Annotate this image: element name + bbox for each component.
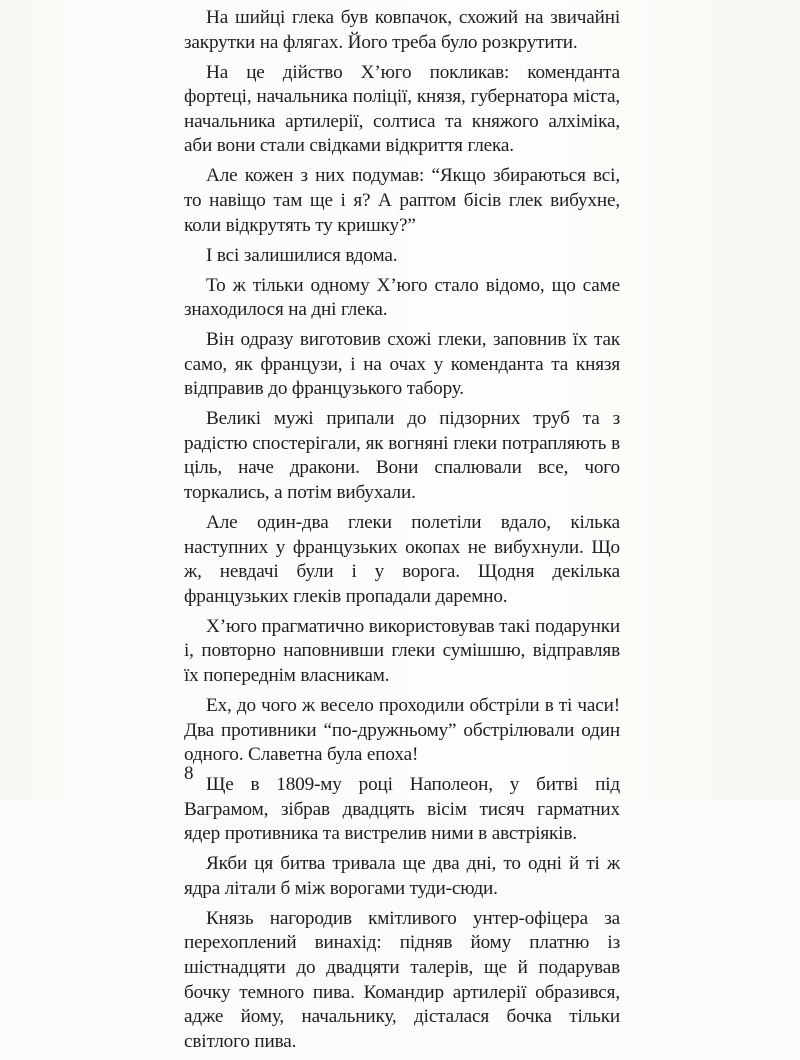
paragraph: Ще в 1809-му році Наполеон, у битві під Ваграмом, зібрав двадцять вісім тисяч гарматних ядер противника та вистрелив ними в австріяків. [184, 774, 620, 845]
paragraph: І всі залишилися вдома. [206, 244, 398, 266]
paragraph: На це дійство Х’юго покликав: коменданта фортеці, начальника поліції, князя, губернатора міста, начальника артилерії, солтиса та княжого алхіміка, аби вони стали свідками відкриття глека. [184, 61, 620, 157]
paragraph: Але один-два глеки полетіли вдало, кілька наступних у французьких окопах не вибухнули. Що ж, невдачі були і у ворога. Щодня декілька французьких глеків пропадали даремно. [184, 512, 620, 607]
page-number: 8 [184, 763, 194, 784]
paragraph: Ех, до чого ж весело проходили обстріли в ті часи! Два противники “по-дружньому” обстрілювали один одного. Славетна була епоха! [184, 694, 620, 766]
body-text [184, 6, 620, 1060]
paragraph: На шийці глека був ковпачок, схожий на звичайні закрутки на флягах. Його треба було розкрутити. [184, 7, 620, 53]
paragraph: Х’юго прагматично використовував такі подарунки і, повторно наповнивши глеки сумішшю, відправляв їх попереднім власникам. [184, 615, 620, 686]
paragraph: Якби ця битва тривала ще два дні, то одні й ті ж ядра літали б між ворогами туди-сюди. [184, 853, 620, 899]
paragraph: Князь нагородив кмітливого унтер-офіцера за перехоплений винахід: підняв йому платню із шістнадцяти до двадцяти талерів, ще й подарував бочку темного пива. Командир артилерії образився, адже йому, начальнику, дісталася бочка тільки світлого пива. [184, 907, 620, 1052]
paragraph: То ж тільки одному Х’юго стало відомо, що саме знаходилося на дні глека. [184, 274, 620, 321]
paragraph: Великі мужі припали до підзорних труб та з радістю спостерігали, як вогняні глеки потрапляють в ціль, наче дракони. Вони спалювали все, чого торкались, а потім вибухали. [184, 408, 620, 504]
paragraph: Але кожен з них подумав: “Якщо збираються всі, то навіщо там ще і я? А раптом бісів глек вибухне, коли відкрутять ту кришку?” [184, 165, 620, 236]
paragraph: Він одразу виготовив схожі глеки, заповнив їх так само, як французи, і на очах у коменданта та князя відправив до французького табору. [184, 329, 620, 400]
